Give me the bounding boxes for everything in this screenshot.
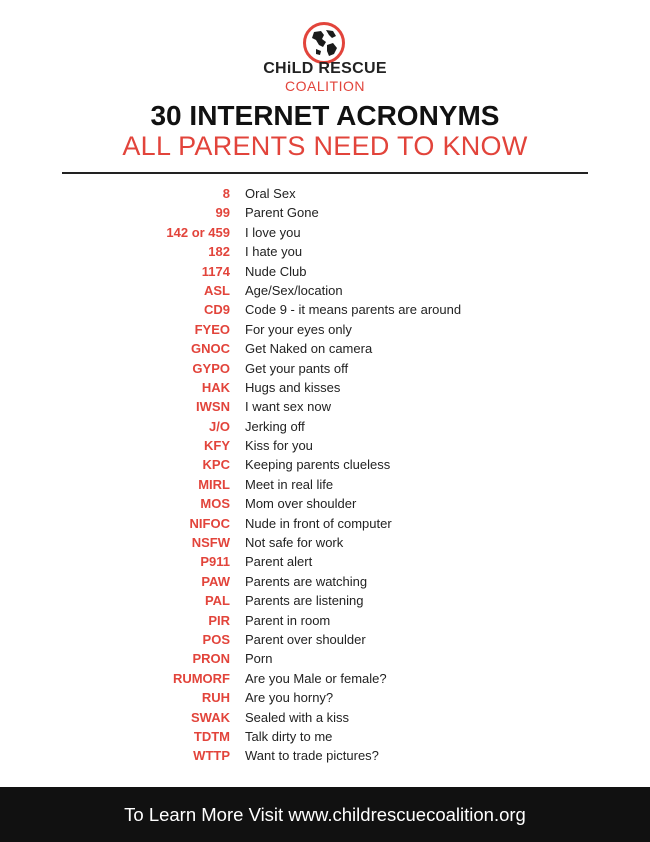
acronym-row xyxy=(0,242,650,261)
acronym-meaning: Parent Gone xyxy=(245,205,319,221)
acronym-meaning: Are you horny? xyxy=(245,690,334,706)
acronym-row xyxy=(0,630,650,649)
acronym-meaning: Meet in real life xyxy=(245,476,334,492)
acronym-row xyxy=(0,436,650,455)
acronym-code: PAL xyxy=(204,593,230,609)
footer-bar xyxy=(0,787,650,842)
acronym-row xyxy=(0,455,650,474)
acronym-code: RUH xyxy=(201,690,230,706)
acronym-meaning: Get Naked on camera xyxy=(245,341,373,357)
acronym-meaning: Nude Club xyxy=(245,263,307,279)
acronym-row xyxy=(0,378,650,397)
acronym-code: NIFOC xyxy=(189,515,230,531)
acronym-row xyxy=(0,669,650,688)
acronym-code: NSFW xyxy=(191,535,230,551)
footer-text: To Learn More Visit www.childrescuecoalition.org xyxy=(124,803,526,825)
acronym-code: 182 xyxy=(208,244,230,260)
acronym-row xyxy=(0,417,650,436)
page-subtitle: ALL PARENTS NEED TO KNOW xyxy=(122,131,528,161)
acronym-meaning: I hate you xyxy=(245,244,303,260)
acronym-code: GYPO xyxy=(192,360,230,376)
acronym-meaning: Hugs and kisses xyxy=(245,379,341,395)
acronym-meaning: Talk dirty to me xyxy=(245,728,333,744)
acronym-code: RUMORF xyxy=(172,670,230,686)
acronym-code: PIR xyxy=(208,612,230,628)
acronym-code: PRON xyxy=(192,651,230,667)
acronym-row xyxy=(0,727,650,746)
acronym-code: KFY xyxy=(204,438,230,454)
acronym-meaning: Sealed with a kiss xyxy=(245,709,350,725)
acronym-code: TDTM xyxy=(193,728,230,744)
brand-subname: COALITION xyxy=(285,78,365,94)
acronym-meaning: Get your pants off xyxy=(245,360,349,376)
acronym-row xyxy=(0,281,650,300)
acronym-row xyxy=(0,746,650,765)
acronym-row xyxy=(0,223,650,242)
acronym-meaning: Code 9 - it means parents are around xyxy=(245,302,462,318)
acronym-row xyxy=(0,184,650,203)
acronym-row xyxy=(0,359,650,378)
acronym-meaning: Jerking off xyxy=(245,418,305,434)
acronym-meaning: Are you Male or female? xyxy=(245,670,387,686)
acronym-row xyxy=(0,475,650,494)
page-title: 30 INTERNET ACRONYMS xyxy=(150,100,500,131)
acronym-meaning: I want sex now xyxy=(245,399,331,415)
acronym-code: 1174 xyxy=(201,263,230,279)
acronym-code: CD9 xyxy=(203,302,230,318)
acronym-row xyxy=(0,494,650,513)
brand-name: CHiLD RESCUE xyxy=(263,60,387,77)
acronym-code: 99 xyxy=(215,205,230,221)
acronym-code: POS xyxy=(202,631,230,647)
acronym-code: PAW xyxy=(201,573,230,589)
acronym-meaning: Not safe for work xyxy=(245,535,344,551)
acronym-code: IWSN xyxy=(196,399,230,415)
acronym-meaning: For your eyes only xyxy=(245,321,352,337)
acronym-code: FYEO xyxy=(194,321,230,337)
acronym-list xyxy=(0,184,650,766)
acronym-meaning: Keeping parents clueless xyxy=(245,457,391,473)
acronym-meaning: Porn xyxy=(245,651,273,667)
acronym-row xyxy=(0,514,650,533)
acronym-code: MIRL xyxy=(198,476,230,492)
acronym-meaning: Parents are listening xyxy=(245,593,364,609)
acronym-row xyxy=(0,320,650,339)
acronym-meaning: Kiss for you xyxy=(245,438,313,454)
acronym-code: KPC xyxy=(202,457,230,473)
acronym-code: ASL xyxy=(204,282,230,298)
acronym-meaning: Nude in front of computer xyxy=(245,515,392,531)
acronym-meaning: Want to trade pictures? xyxy=(245,748,379,764)
acronym-row xyxy=(0,552,650,571)
acronym-code: WTTP xyxy=(193,748,230,764)
acronym-meaning: Mom over shoulder xyxy=(245,496,357,512)
acronym-row xyxy=(0,203,650,222)
title-divider xyxy=(62,172,588,174)
acronym-code: SWAK xyxy=(191,709,230,725)
acronym-meaning: I love you xyxy=(245,224,301,240)
acronym-code: HAK xyxy=(201,379,230,395)
acronym-meaning: Oral Sex xyxy=(245,186,296,201)
acronym-row xyxy=(0,591,650,610)
acronym-row xyxy=(0,708,650,727)
acronym-meaning: Parents are watching xyxy=(245,573,368,589)
globe-logo-icon xyxy=(302,21,346,65)
acronym-meaning: Parent in room xyxy=(245,612,331,628)
acronym-code: P911 xyxy=(200,554,230,570)
acronym-meaning: Age/Sex/location xyxy=(245,282,343,298)
acronym-code: J/O xyxy=(209,418,230,434)
acronym-row xyxy=(0,397,650,416)
acronym-row xyxy=(0,572,650,591)
acronym-code: 142 or 459 xyxy=(166,224,230,240)
acronym-meaning: Parent alert xyxy=(245,554,313,570)
acronym-row xyxy=(0,339,650,358)
acronym-code: GNOC xyxy=(191,341,230,357)
acronym-code: 8 xyxy=(222,186,230,201)
acronym-row xyxy=(0,649,650,668)
acronym-meaning: Parent over shoulder xyxy=(245,631,366,647)
acronym-row xyxy=(0,611,650,630)
acronym-row xyxy=(0,533,650,552)
acronym-row xyxy=(0,300,650,319)
acronym-row xyxy=(0,688,650,707)
acronym-code: MOS xyxy=(200,496,230,512)
acronym-row xyxy=(0,262,650,281)
